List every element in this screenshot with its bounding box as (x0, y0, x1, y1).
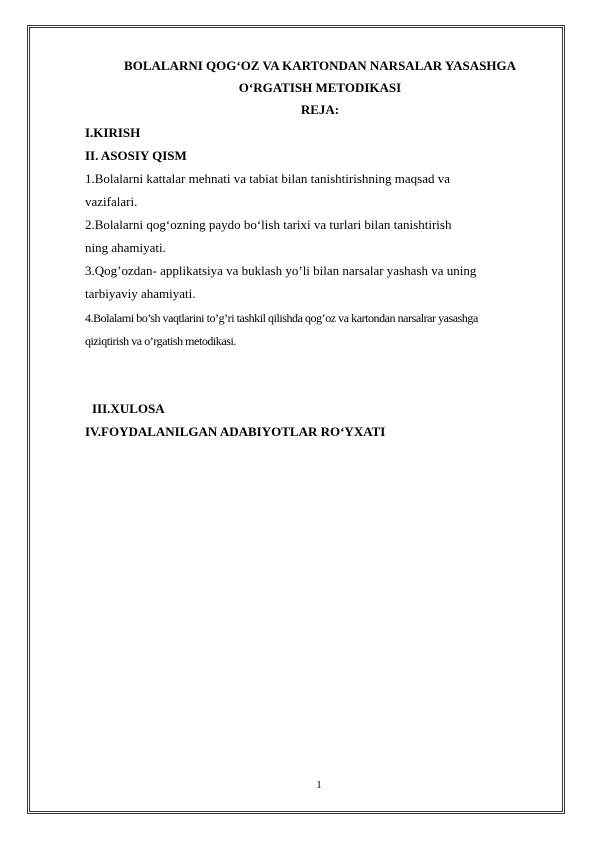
page-number: 1 (316, 779, 322, 791)
section-introduction: I.KIRISH (85, 125, 141, 140)
plan-item-1-line-2: vazifalari. (85, 194, 138, 209)
plan-item-1-line-1: 1.Bolalarni kattalar mehnati va tabiat bilan tanishtirishning maqsad va (85, 171, 450, 186)
plan-item-2-line-2: ning ahamiyati. (85, 240, 166, 255)
page-border (27, 25, 565, 814)
document-title-line-2: O‘RGATISH METODIKASI (238, 80, 402, 95)
section-main-part: II. ASOSIY QISM (85, 148, 187, 163)
section-references: IV.FOYDALANILGAN ADABIYOTLAR RO‘YXATI (85, 424, 386, 439)
plan-item-3-line-2: tarbiyaviy ahamiyati. (85, 286, 196, 301)
plan-heading: REJA: (300, 102, 340, 117)
plan-item-2-line-1: 2.Bolalarni qog‘ozning paydo bo‘lish tarixi va turlari bilan tanishtirish (85, 217, 452, 232)
section-conclusion: III.XULOSA (92, 401, 165, 416)
plan-item-4-line-2: qiziqtirish va o’rgatish metodikasi. (85, 334, 236, 348)
document-title-line-1: BOLALARNI QOG‘OZ VA KARTONDAN NARSALAR YASASHGA (124, 58, 516, 73)
plan-item-3-line-1: 3.Qog’ozdan- applikatsiya va buklash yo’li bilan narsalar yashash va uning (85, 263, 477, 278)
plan-item-4-line-1: 4.Bolalarni bo’sh vaqtlarini to’g’ri tashkil qilishda qog’oz va kartondan narsalrar yasashga (85, 311, 478, 325)
